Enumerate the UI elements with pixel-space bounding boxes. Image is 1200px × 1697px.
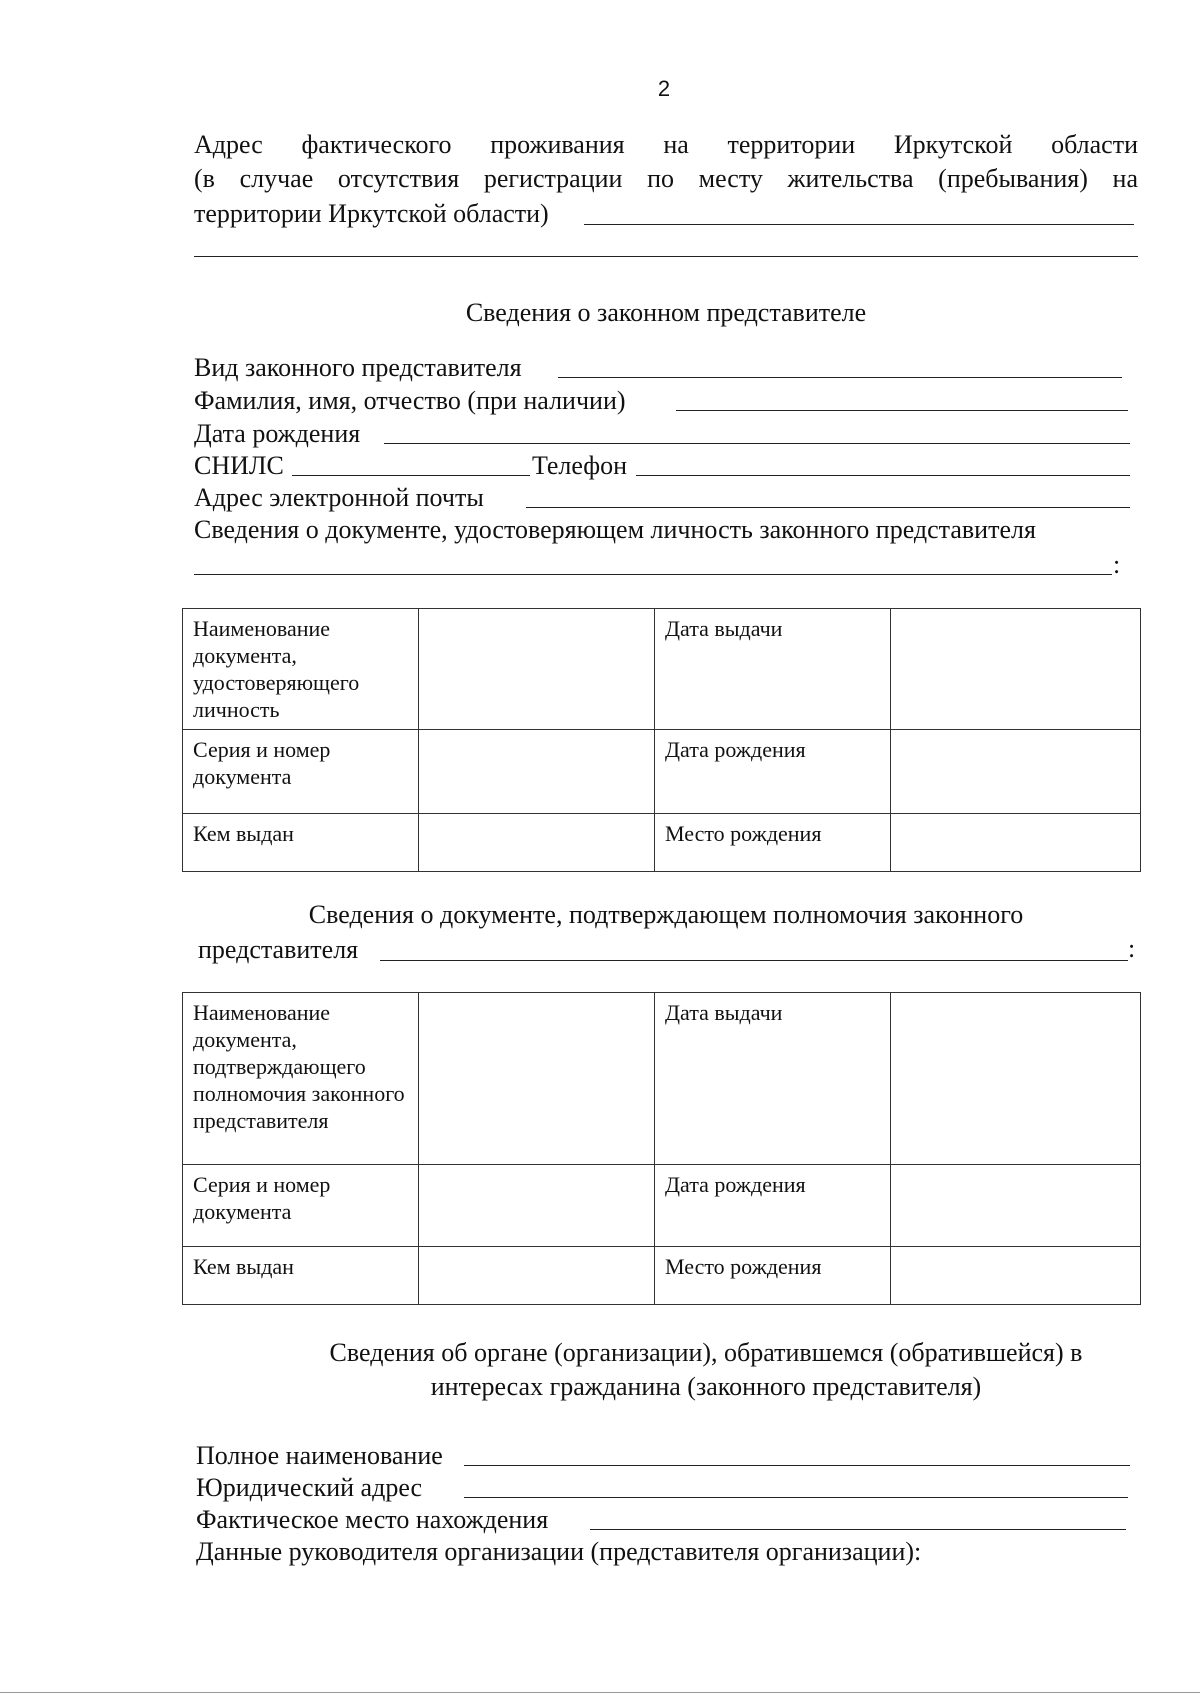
authority-heading: Сведения о документе, подтверждающем полномочия законного (308, 900, 1024, 929)
email-label: Адрес электронной почты (194, 483, 484, 512)
address-line-3: территории Иркутской области) (194, 199, 549, 228)
representative-type-label: Вид законного представителя (194, 353, 522, 382)
address-field-continued[interactable] (194, 256, 1138, 257)
table-row (183, 730, 1141, 814)
authority-colon: : (1128, 934, 1136, 963)
org-legal-address-label: Юридический адрес (196, 1473, 423, 1502)
authority-series-label: Серия и номер документа (183, 1165, 419, 1247)
authority-issuer-label: Кем выдан (183, 1247, 419, 1305)
page-bottom-edge (0, 1692, 1200, 1693)
authority-birth-place-label: Место рождения (655, 1247, 891, 1305)
snils-field[interactable] (292, 475, 530, 476)
representative-name-label: Фамилия, имя, отчество (при наличии) (194, 386, 626, 415)
table-row (183, 1165, 1141, 1247)
authority-issue-date-value[interactable] (891, 993, 1141, 1165)
identity-birth-place-value[interactable] (891, 814, 1141, 872)
table-row (183, 993, 1141, 1165)
org-actual-location-label: Фактическое место нахождения (196, 1505, 549, 1534)
org-actual-location-field[interactable] (590, 1529, 1126, 1530)
page-number: 2 (657, 76, 671, 101)
identity-doc-name-label: Наименование документа, удостоверяющего личность (183, 609, 419, 730)
authority-issue-date-label: Дата выдачи (655, 993, 891, 1165)
identity-doc-label: Сведения о документе, удостоверяющем личность законного представителя (194, 515, 1036, 544)
identity-issue-date-label: Дата выдачи (655, 609, 891, 730)
authority-doc-field[interactable] (380, 960, 1128, 961)
identity-doc-colon: : (1113, 550, 1121, 579)
identity-birth-date-value[interactable] (891, 730, 1141, 814)
identity-birth-place-label: Место рождения (655, 814, 891, 872)
identity-doc-field[interactable] (194, 574, 1112, 575)
identity-doc-name-value[interactable] (419, 609, 655, 730)
authority-table (182, 992, 1141, 1305)
phone-field[interactable] (636, 475, 1130, 476)
identity-issuer-label: Кем выдан (183, 814, 419, 872)
identity-issuer-value[interactable] (419, 814, 655, 872)
authority-birth-date-label: Дата рождения (655, 1165, 891, 1247)
representative-birth-label: Дата рождения (194, 419, 361, 448)
authority-doc-name-label: Наименование документа, подтверждающего полномочия законного представителя (183, 993, 419, 1165)
identity-series-label: Серия и номер документа (183, 730, 419, 814)
authority-heading-2: представителя (198, 935, 359, 964)
organization-heading-2: интересах гражданина (законного представителя) (430, 1372, 982, 1401)
identity-birth-date-label: Дата рождения (655, 730, 891, 814)
table-row (183, 1247, 1141, 1305)
representative-birth-field[interactable] (384, 443, 1130, 444)
table-row (183, 609, 1141, 730)
authority-birth-place-value[interactable] (891, 1247, 1141, 1305)
identity-series-value[interactable] (419, 730, 655, 814)
organization-heading: Сведения об органе (организации), обратившемся (обратившейся) в (329, 1338, 1083, 1367)
table-row (183, 814, 1141, 872)
snils-label: СНИЛС (194, 451, 284, 480)
identity-table (182, 608, 1141, 872)
org-full-name-field[interactable] (464, 1465, 1130, 1466)
email-field[interactable] (526, 507, 1130, 508)
address-field[interactable] (584, 224, 1134, 225)
representative-type-field[interactable] (558, 377, 1122, 378)
identity-issue-date-value[interactable] (891, 609, 1141, 730)
authority-issuer-value[interactable] (419, 1247, 655, 1305)
phone-label: Телефон (532, 451, 628, 480)
org-legal-address-field[interactable] (464, 1497, 1128, 1498)
org-head-data-label: Данные руководителя организации (представителя организации): (196, 1537, 922, 1566)
address-line-2: (в случае отсутствия регистрации по месту жительства (пребывания) на (194, 164, 1138, 193)
representative-name-field[interactable] (676, 410, 1128, 411)
authority-doc-name-value[interactable] (419, 993, 655, 1165)
authority-series-value[interactable] (419, 1165, 655, 1247)
representative-heading: Сведения о законном представителе (465, 298, 867, 327)
org-full-name-label: Полное наименование (196, 1441, 443, 1470)
authority-birth-date-value[interactable] (891, 1165, 1141, 1247)
address-line-1: Адрес фактического проживания на территории Иркутской области (194, 130, 1138, 159)
